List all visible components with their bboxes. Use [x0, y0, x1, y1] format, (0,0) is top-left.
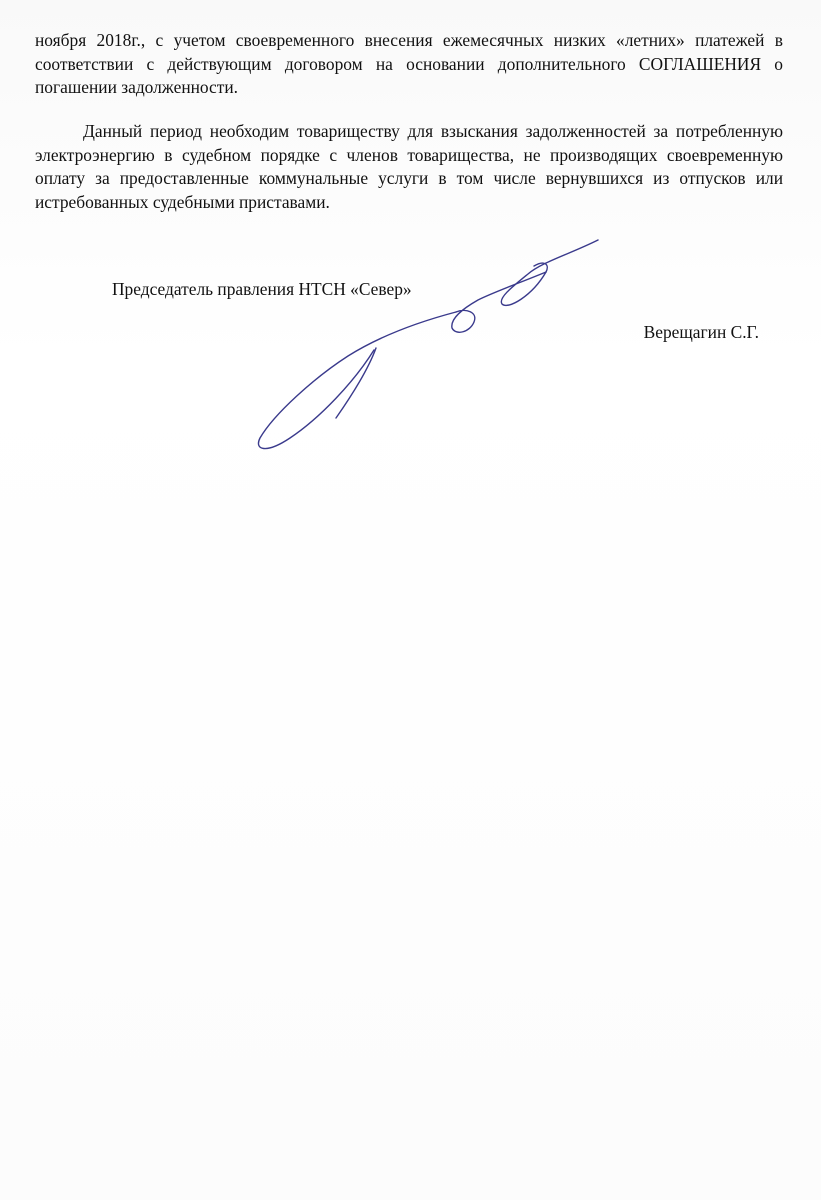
handwritten-signature-icon [250, 232, 610, 462]
paragraph-continuation: ноября 2018г., с учетом своевременного внесения ежемесячных низких «летних» платежей в соответствии с действующим договором на основании дополнительного СОГЛАШЕНИЯ о погашении задолженности. [35, 30, 783, 98]
signer-name: Верещагин С.Г. [643, 322, 759, 342]
signer-title: Председатель правления НТСН «Север» [112, 279, 412, 299]
paragraph-period-explanation: Данный период необходим товариществу для взыскания задолженностей за потребленную электроэнергию в судебном порядке с членов товарищества, не производящих своевременную оплату за предоставленные коммунальные услуги в том числе вернувшихся из отпусков или истребованных судебными приставами. [35, 121, 783, 212]
